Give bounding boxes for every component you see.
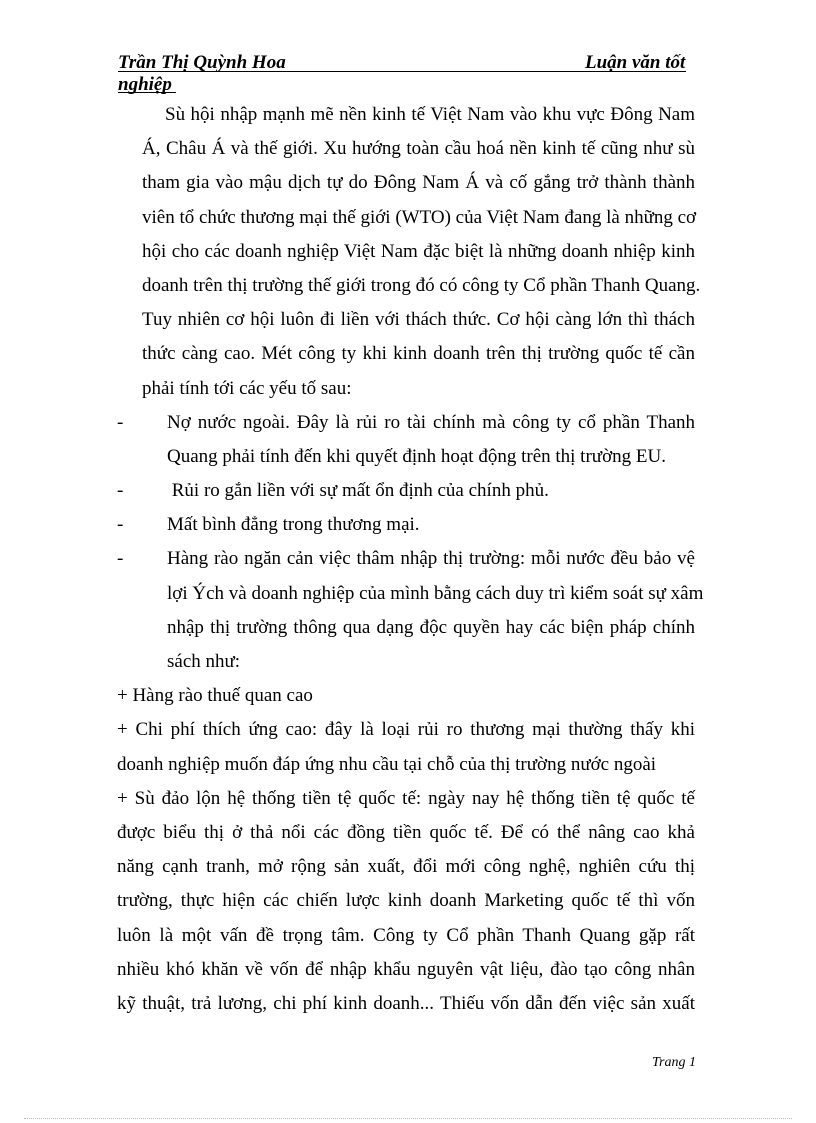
plus-item bbox=[117, 782, 695, 1021]
text-line: Á, Châu Á và thế giới. Xu hướng toàn cầu hoá nền kinh tế cũng như sù bbox=[142, 138, 695, 160]
text-line: hội cho các doanh nghiệp Việt Nam đặc biệt là những doanh nhiệp kinh bbox=[142, 240, 695, 262]
text-line: năng cạnh tranh, mở rộng sản xuất, đổi mới công nghệ, nghiên cứu thị bbox=[117, 856, 695, 878]
text-line: Sù hội nhập mạnh mẽ nền kinh tế Việt Nam vào khu vực Đông Nam bbox=[165, 104, 695, 125]
bullet-marker: - bbox=[117, 514, 124, 536]
bullet-marker: - bbox=[117, 411, 124, 433]
text-line: trường, thực hiện các chiến lược kinh doanh Marketing quốc tế thì vốn bbox=[117, 890, 695, 912]
paragraph-intro bbox=[142, 98, 701, 406]
header-doc-type-continued: nghiệp bbox=[118, 74, 172, 95]
text-line: luôn là một vấn đề trọng tâm. Công ty Cổ phần Thanh Quang gặp rất bbox=[117, 924, 695, 946]
document-body bbox=[117, 98, 704, 1021]
bullet-marker: - bbox=[117, 548, 124, 570]
list-item bbox=[117, 474, 695, 508]
header-author: Trần Thị Quỳnh Hoa bbox=[118, 52, 286, 73]
plus-list bbox=[117, 679, 695, 1021]
bullet-list bbox=[0, 406, 704, 680]
page-number: Trang 1 bbox=[652, 1055, 696, 1070]
text-line: + Chi phí thích ứng cao: đây là loại rủi ro thương mại thường thấy khi bbox=[117, 719, 695, 741]
text-line: kỹ thuật, trả lương, chi phí kinh doanh... Thiếu vốn dẫn đến việc sản xuất bbox=[117, 992, 695, 1014]
text-line: nhập thị trường thông qua dạng độc quyền hay các biện pháp chính bbox=[167, 616, 695, 638]
page-bottom-border bbox=[24, 1118, 792, 1119]
text-line: được biểu thị ở thả nổi các đồng tiền quốc tế. Để có thể nâng cao khả bbox=[117, 821, 695, 843]
page-header bbox=[118, 52, 693, 96]
list-item bbox=[117, 508, 695, 542]
plus-item bbox=[117, 713, 695, 781]
text-line: + Sù đảo lộn hệ thống tiền tệ quốc tế: ngày nay hệ thống tiền tệ quốc tế bbox=[117, 787, 695, 809]
text-line: Nợ nước ngoài. Đây là rủi ro tài chính mà công ty cổ phần Thanh bbox=[167, 411, 695, 433]
text-line: Mất bình đẳng trong thương mại. bbox=[167, 514, 420, 536]
text-line: phải tính tới các yếu tố sau: bbox=[142, 377, 352, 399]
header-underline bbox=[118, 71, 686, 72]
header-underline-continued bbox=[118, 92, 176, 93]
bullet-marker: - bbox=[117, 480, 124, 502]
text-line: doanh trên thị trường thế giới trong đó có công ty Cổ phần Thanh Quang. bbox=[142, 274, 701, 296]
text-line: Hàng rào ngăn cản việc thâm nhập thị trường: mỗi nước đều bảo vệ bbox=[167, 548, 695, 570]
text-line: Tuy nhiên cơ hội luôn đi liền với thách thức. Cơ hội càng lớn thì thách bbox=[142, 309, 695, 331]
text-line: viên tổ chức thương mại thế giới (WTO) của Việt Nam đang là những cơ bbox=[142, 206, 697, 228]
header-doc-type: Luận văn tốt bbox=[585, 52, 686, 73]
text-line: doanh nghiệp muốn đáp ứng nhu cầu tại chỗ của thị trường nước ngoài bbox=[117, 753, 657, 775]
text-line: + Hàng rào thuế quan cao bbox=[117, 685, 313, 707]
text-line: nhiều khó khăn về vốn để nhập khẩu nguyên vật liệu, đào tạo công nhân bbox=[117, 958, 695, 980]
list-item bbox=[117, 406, 695, 474]
text-line: lợi Ých và doanh nghiệp của mình bằng cách duy trì kiểm soát sự xâm bbox=[167, 582, 704, 604]
text-line: thức càng cao. Mét công ty khi kinh doanh trên thị trường quốc tế cần bbox=[142, 343, 695, 365]
list-item bbox=[117, 542, 704, 679]
text-line: Rủi ro gắn liền với sự mất ổn định của chính phủ. bbox=[167, 480, 549, 502]
text-line: Quang phải tính đến khi quyết định hoạt động trên thị trường EU. bbox=[167, 445, 666, 467]
text-line: tham gia vào mậu dịch tự do Đông Nam Á và cố gắng trở thành thành bbox=[142, 172, 695, 194]
plus-item bbox=[117, 679, 695, 713]
text-line: sách như: bbox=[167, 651, 241, 672]
